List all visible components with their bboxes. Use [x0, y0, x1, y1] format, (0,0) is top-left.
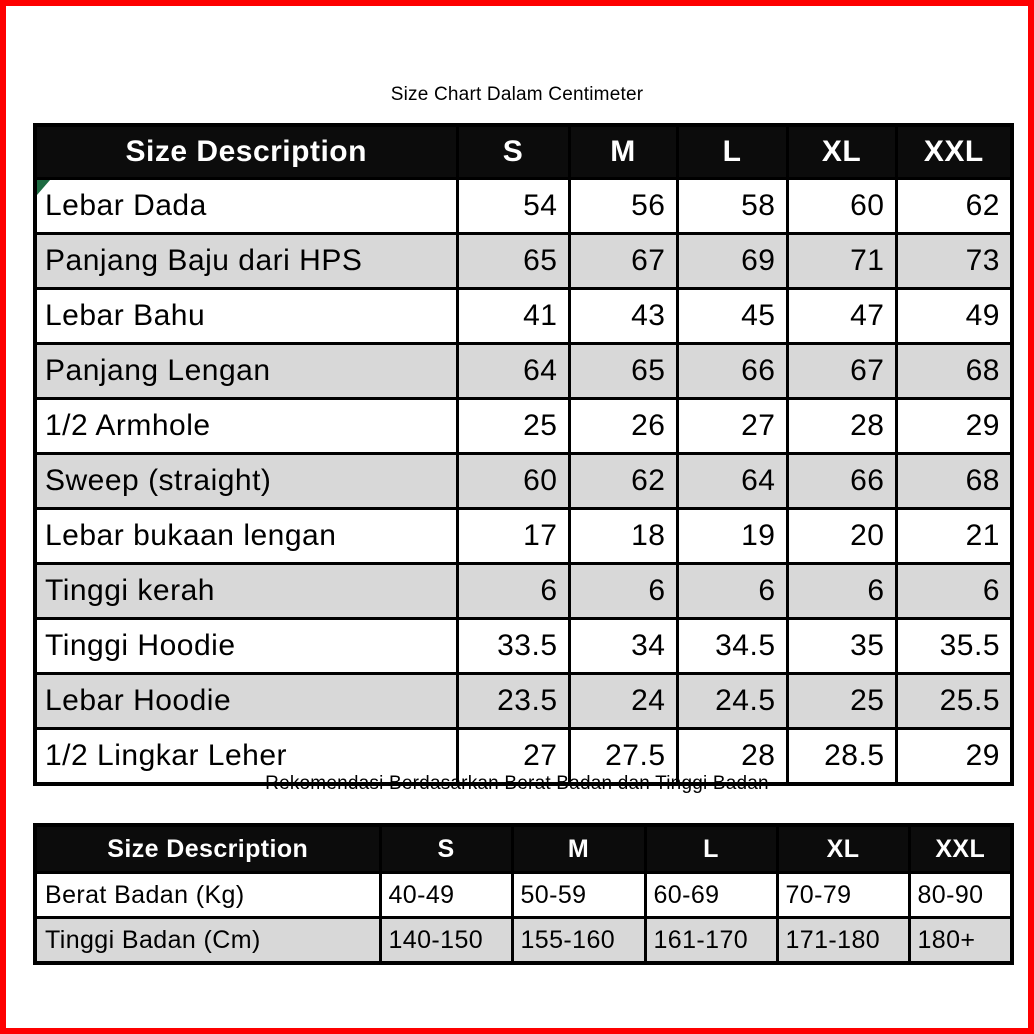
- value-cell: 33.5: [457, 619, 569, 674]
- value-cell: 47: [787, 289, 896, 344]
- value-cell: 19: [677, 509, 787, 564]
- value-cell: 66: [787, 454, 896, 509]
- value-cell: 35.5: [896, 619, 1012, 674]
- value-cell: 41: [457, 289, 569, 344]
- value-cell: 161-170: [645, 918, 777, 964]
- table-row: [35, 674, 1012, 729]
- header-cell-m: M: [512, 825, 645, 873]
- value-cell: 17: [457, 509, 569, 564]
- value-cell: 67: [569, 234, 677, 289]
- row-label-tinggi-badan: Tinggi Badan (Cm): [35, 918, 380, 964]
- value-cell: 25.5: [896, 674, 1012, 729]
- value-cell: 40-49: [380, 873, 512, 918]
- value-cell: 25: [457, 399, 569, 454]
- header-cell-m: M: [569, 125, 677, 179]
- value-cell: 73: [896, 234, 1012, 289]
- value-cell: 24.5: [677, 674, 787, 729]
- value-cell: 80-90: [909, 873, 1012, 918]
- value-cell: 70-79: [777, 873, 909, 918]
- header-cell-s: S: [457, 125, 569, 179]
- header-cell-l: L: [677, 125, 787, 179]
- value-cell: 28: [787, 399, 896, 454]
- value-cell: 68: [896, 344, 1012, 399]
- value-cell: 29: [896, 729, 1012, 785]
- table-row: [35, 454, 1012, 509]
- header-cell-xxl: XXL: [896, 125, 1012, 179]
- table-row: [35, 179, 1012, 234]
- value-cell: 6: [457, 564, 569, 619]
- row-label-lebar-bukaan-lengan: Lebar bukaan lengan: [35, 509, 457, 564]
- row-label-lingkar-leher: 1/2 Lingkar Leher: [35, 729, 457, 785]
- value-cell: 65: [457, 234, 569, 289]
- row-label-panjang-lengan: Panjang Lengan: [35, 344, 457, 399]
- green-corner-marker-icon: [37, 180, 50, 195]
- value-cell: 35: [787, 619, 896, 674]
- value-cell: 50-59: [512, 873, 645, 918]
- value-cell: 29: [896, 399, 1012, 454]
- value-cell: 60: [787, 179, 896, 234]
- table-row: [35, 509, 1012, 564]
- value-cell: 43: [569, 289, 677, 344]
- table-row: [35, 344, 1012, 399]
- recommendation-table: [33, 823, 1014, 965]
- row-label-sweep: Sweep (straight): [35, 454, 457, 509]
- value-cell: 67: [787, 344, 896, 399]
- value-cell: 60: [457, 454, 569, 509]
- table-row: [35, 619, 1012, 674]
- header-cell-size-description: Size Description: [35, 125, 457, 179]
- value-cell: 28.5: [787, 729, 896, 785]
- value-cell: 49: [896, 289, 1012, 344]
- row-label-lebar-bahu: Lebar Bahu: [35, 289, 457, 344]
- value-cell: 56: [569, 179, 677, 234]
- value-cell: 27: [457, 729, 569, 785]
- value-cell: 28: [677, 729, 787, 785]
- row-label-lebar-hoodie: Lebar Hoodie: [35, 674, 457, 729]
- value-cell: 27.5: [569, 729, 677, 785]
- value-cell: 34.5: [677, 619, 787, 674]
- row-label-tinggi-hoodie: Tinggi Hoodie: [35, 619, 457, 674]
- row-label-lebar-dada: Lebar Dada: [35, 179, 457, 234]
- value-cell: 54: [457, 179, 569, 234]
- value-cell: 66: [677, 344, 787, 399]
- value-cell: 155-160: [512, 918, 645, 964]
- value-cell: 64: [457, 344, 569, 399]
- value-cell: 64: [677, 454, 787, 509]
- table-row: [35, 289, 1012, 344]
- value-cell: 58: [677, 179, 787, 234]
- value-cell: 68: [896, 454, 1012, 509]
- table-row: [35, 873, 1012, 918]
- recommendation-title: Rekomendasi Berdasarkan Berat Badan dan Tinggi Badan: [265, 773, 769, 794]
- value-cell: 60-69: [645, 873, 777, 918]
- value-cell: 69: [677, 234, 787, 289]
- value-cell: 6: [896, 564, 1012, 619]
- value-cell: 24: [569, 674, 677, 729]
- value-cell: 45: [677, 289, 787, 344]
- value-cell: 171-180: [777, 918, 909, 964]
- row-label-tinggi-kerah: Tinggi kerah: [35, 564, 457, 619]
- value-cell: 6: [677, 564, 787, 619]
- value-cell: 140-150: [380, 918, 512, 964]
- table-row: [35, 564, 1012, 619]
- header-cell-xxl: XXL: [909, 825, 1012, 873]
- size-chart-table: [33, 123, 1014, 786]
- value-cell: 25: [787, 674, 896, 729]
- value-cell: 6: [569, 564, 677, 619]
- size-chart-header-row: [35, 125, 1012, 179]
- table-row: [35, 918, 1012, 964]
- table-row: [35, 399, 1012, 454]
- row-label-panjang-baju: Panjang Baju dari HPS: [35, 234, 457, 289]
- value-cell: 20: [787, 509, 896, 564]
- table-row: [35, 234, 1012, 289]
- header-cell-s: S: [380, 825, 512, 873]
- value-cell: 62: [896, 179, 1012, 234]
- header-cell-xl: XL: [787, 125, 896, 179]
- value-cell: 27: [677, 399, 787, 454]
- value-cell: 21: [896, 509, 1012, 564]
- header-cell-xl: XL: [777, 825, 909, 873]
- value-cell: 26: [569, 399, 677, 454]
- value-cell: 65: [569, 344, 677, 399]
- recommendation-header-row: [35, 825, 1012, 873]
- header-cell-l: L: [645, 825, 777, 873]
- row-label-berat-badan: Berat Badan (Kg): [35, 873, 380, 918]
- header-cell-size-description: Size Description: [35, 825, 380, 873]
- row-label-armhole: 1/2 Armhole: [35, 399, 457, 454]
- value-cell: 34: [569, 619, 677, 674]
- size-chart-title: Size Chart Dalam Centimeter: [390, 84, 644, 105]
- value-cell: 62: [569, 454, 677, 509]
- value-cell: 23.5: [457, 674, 569, 729]
- value-cell: 18: [569, 509, 677, 564]
- value-cell: 180+: [909, 918, 1012, 964]
- value-cell: 6: [787, 564, 896, 619]
- value-cell: 71: [787, 234, 896, 289]
